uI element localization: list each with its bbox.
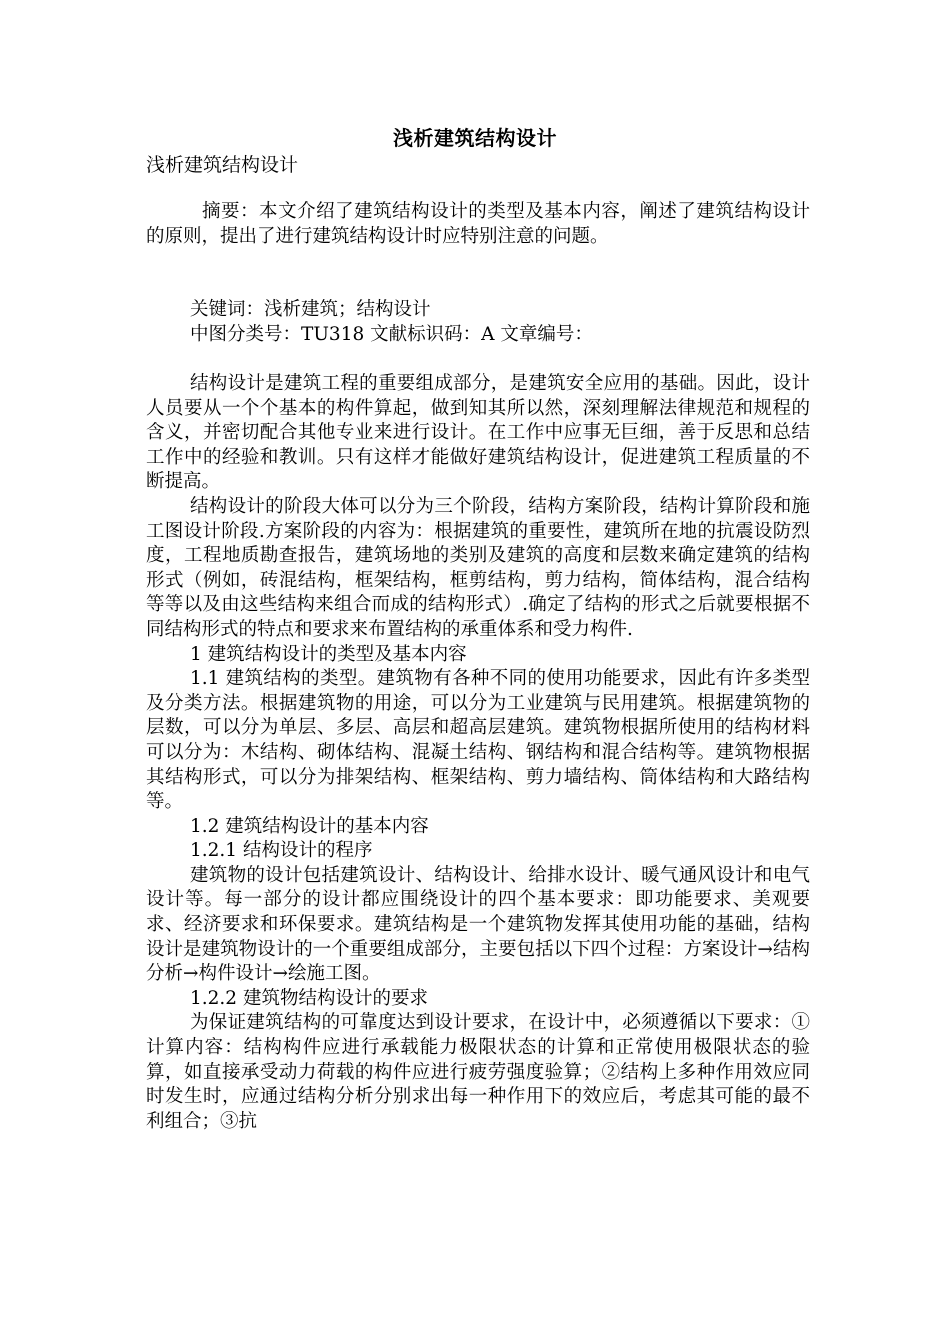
body-paragraph: 结构设计的阶段大体可以分为三个阶段，结构方案阶段，结构计算阶段和施工图设计阶段.方案阶段的内容为：根据建筑的重要性，建筑所在地的抗震设防烈度，工程地质勘查报告，建筑场地的类别及建筑的高度和层数来确定建筑的结构形式（例如，砖混结构，框架结构，框剪结构，剪力结构，简体结构，混合结构等等以及由这些结构来组合而成的结构形式）.确定了结构的形式之后就要根据不同结构形式的特点和要求来布置结构的承重体系和受力构件. <box>146 495 810 640</box>
document-title: 浅析建筑结构设计 <box>393 126 557 150</box>
keywords-line: 关键词：浅析建筑；结构设计 <box>190 299 431 320</box>
document-subtitle: 浅析建筑结构设计 <box>146 154 299 176</box>
section-heading: 1.2.1 结构设计的程序 <box>190 840 373 862</box>
body-paragraph: 为保证建筑结构的可靠度达到设计要求，在设计中，必须遵循以下要求：①计算内容：结构构件应进行承载能力极限状态的计算和正常使用极限状态的验算，如直接承受动力荷载的构件应进行疲劳强度验算；②结构上多种作用效应同时发生时，应通过结构分析分别求出每一种作用下的效应后，考虑其可能的最不利组合；③抗 <box>146 1012 810 1132</box>
keywords-section <box>146 298 810 347</box>
section-heading: 1.2.2 建筑物结构设计的要求 <box>190 987 428 1009</box>
abstract-section <box>146 200 810 249</box>
section-heading: 1.2 建筑结构设计的基本内容 <box>190 815 429 837</box>
body-paragraph: 建筑物的设计包括建筑设计、结构设计、给排水设计、暖气通风设计和电气设计等。每一部分的设计都应围绕设计的四个基本要求：即功能要求、美观要求、经济要求和环保要求。建筑结构是一个建筑物发挥其使用功能的基础，结构设计是建筑物设计的一个重要组成部分，主要包括以下四个过程：方案设计→结构分析→构件设计→绘施工图。 <box>146 864 810 985</box>
body-paragraph: 结构设计是建筑工程的重要组成部分，是建筑安全应用的基础。因此，设计人员要从一个个基本的构件算起，做到知其所以然，深刻理解法律规范和规程的含义，并密切配合其他专业来进行设计。在工作中应事无巨细，善于反思和总结工作中的经验和教训。只有这样才能做好建筑结构设计，促进建筑工程质量的不断提高。 <box>146 373 810 493</box>
body-paragraph: 1.1 建筑结构的类型。建筑物有各种不同的使用功能要求，因此有许多类型及分类方法。根据建筑物的用途，可以分为工业建筑与民用建筑。根据建筑物的层数，可以分为单层、多层、高层和超高层建筑。建筑物根据所使用的结构材料可以分为：木结构、砌体结构、混凝土结构、钢结构和混合结构等。建筑物根据其结构形式，可以分为排架结构、框架结构、剪力墙结构、筒体结构和大路结构等。 <box>146 668 810 813</box>
section-heading: 1 建筑结构设计的类型及基本内容 <box>190 643 467 665</box>
main-body <box>146 372 810 1134</box>
abstract-text: 摘要：本文介绍了建筑结构设计的类型及基本内容，阐述了建筑结构设计的原则，提出了进行建筑结构设计时应特别注意的问题。 <box>146 201 810 247</box>
classification-line: 中图分类号：TU318 文献标识码：A 文章编号： <box>190 323 593 345</box>
